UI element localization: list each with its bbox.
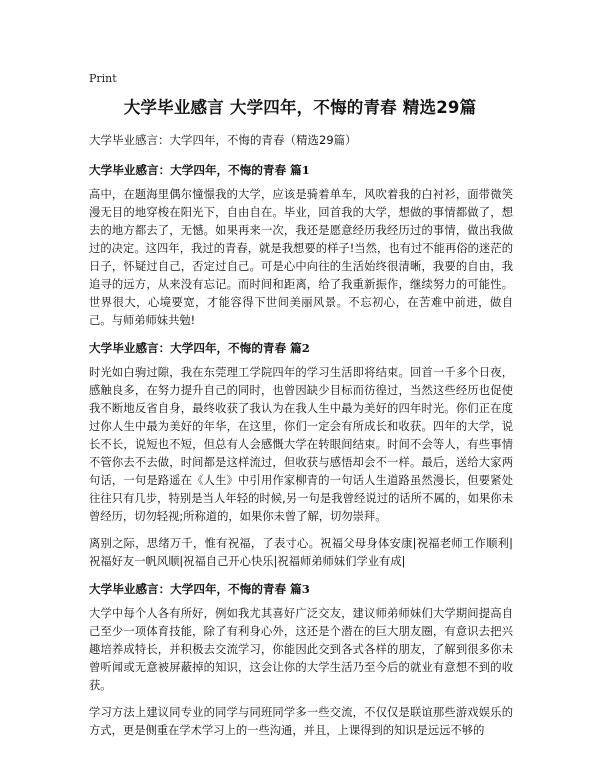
print-label: Print: [89, 72, 117, 85]
section-2: [89, 340, 513, 571]
section-paragraph: 学习方法上建议同专业的同学与同班同学多一些交流，不仅仅是联谊那些游戏娱乐的方式，更是侧重在学术学习上的一些沟通，并且，上课得到的知识是远远不够的: [89, 706, 513, 737]
section-heading: 大学毕业感言：大学四年，不悔的青春 篇2: [89, 341, 310, 355]
document-subtitle: 大学毕业感言：大学四年，不悔的青春（精选29篇）: [89, 133, 357, 147]
section-paragraph: 时光如白驹过隙，我在东莞理工学院四年的学习生活即将结束。回首一千多个日夜，感触良多，在努力提升自己的同时，也曾因缺少目标而彷徨过，当然这些经历也促使我不断地反省自身，最终收获了我认为在我人生中最为美好的四年时光。你们正在度过你人生中最为美好的年华，在这里，你们一定会有所成长和收获。四年的大学，说长不长，说短也不短，但总有人会感慨大学在转眼间结束。时间不会等人，有些事情不管你去不去做，时间都是这样流过，但收获与感悟却会不一样。最后，送给大家两句话，一句是路遥在《人生》中引用作家柳青的一句话人生道路虽然漫长，但要紧处往往只有几步，特别是当人年轻的时候,另一句是我曾经说过的话所不属的，如果你未曾经历，切勿轻视;所称道的，如果你未曾了解，切勿崇拜。: [89, 366, 513, 523]
section-1: [89, 162, 513, 330]
section-paragraph: 大学中每个人各有所好，例如我尤其喜好广泛交友，建议师弟师妹们大学期间提高自己至少一项体育技能，除了有利身心外，这还是个潜在的巨大朋友圈，有意识去把兴趣培养成特长，并积极去交流学习，你能因此交到各式各样的朋友，了解到很多你未曾听闻或无意被屏蔽掉的知识，这会让你的大学生活乃至今后的就业有意想不到的收获。: [89, 607, 513, 692]
section-heading: 大学毕业感言：大学四年，不悔的青春 篇1: [89, 163, 310, 177]
section-paragraph: 离别之际，思绪万千，惟有祝福，了表寸心。祝福父母身体安康|祝福老师工作顺利|祝福好友一帆风顺|祝福自己开心快乐|祝福师弟师妹们学业有成|: [89, 537, 513, 568]
document-body: [89, 152, 513, 749]
section-heading: 大学毕业感言：大学四年，不悔的青春 篇3: [89, 582, 310, 596]
section-paragraph: 高中，在题海里偶尔憧憬我的大学，应该是骑着单车，风吹着我的白衬衫，面带微笑漫无目的地穿梭在阳光下，自由自在。毕业，回首我的大学，想做的事情都做了，想去的地方都去了，无憾。如果再来一次，我还是愿意经历我经历过的事情，做出我做过的决定。这四年，我过的青春，就是我想要的样子!当然，也有过不能再俗的迷茫的日子，怀疑过自己，否定过自己。可是心中向往的生活始终很清晰，我要的自由，我追寻的远方，从来没有忘记。而时间和距离，给了我重新振作，继续努力的可能性。世界很大，心境要宽，才能容得下世间美丽风景。不忘初心，在苦难中前进，做自己。与师弟师妹共勉!: [89, 188, 513, 327]
document-title: 大学毕业感言 大学四年，不悔的青春 精选29篇: [123, 98, 477, 117]
section-3: [89, 581, 513, 740]
